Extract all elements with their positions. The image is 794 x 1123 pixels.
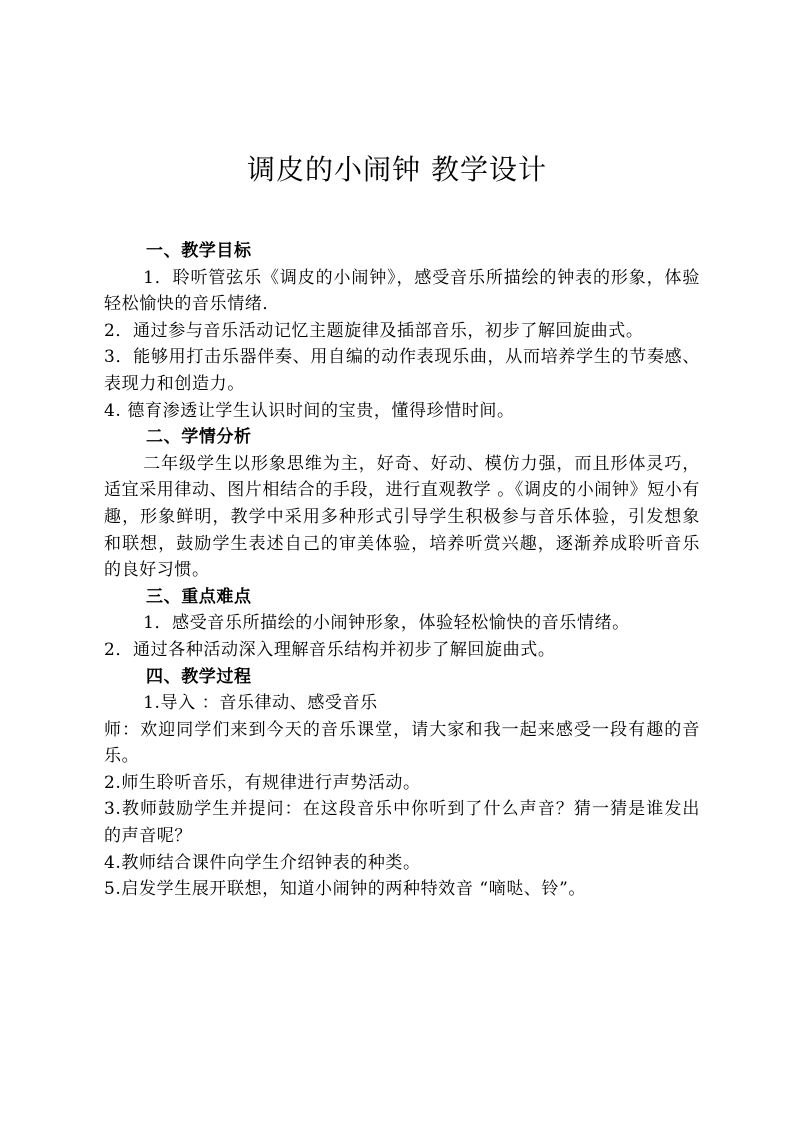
objective-1: 1．聆听管弦乐《调皮的小闹钟》，感受音乐所描绘的钟表的形象，体验轻松愉快的音乐情绪． — [104, 267, 700, 315]
document-body — [104, 238, 700, 903]
key-point-1: 1．感受音乐所描绘的小闹钟形象，体验轻松愉快的音乐情绪。 — [143, 613, 630, 634]
process-step-1: 1.导入 ：音乐律动、感受音乐 — [143, 693, 378, 714]
process-teacher-line: 师：欢迎同学们来到今天的音乐课堂，请大家和我一起来感受一段有趣的音乐。 — [104, 719, 700, 767]
objective-4: 4. 德育渗透让学生认识时间的宝贵，懂得珍惜时间。 — [104, 400, 515, 421]
key-point-2: 2．通过各种活动深入理解音乐结构并初步了解回旋曲式。 — [104, 639, 556, 660]
section-heading-objectives: 一、教学目标 — [146, 241, 252, 261]
section-heading-key-points: 三、重点难点 — [146, 586, 252, 607]
document-title: 调皮的小闹钟 教学设计 — [247, 153, 547, 186]
process-step-3: 3.教师鼓励学生并提问：在这段音乐中你听到了什么声音？猜一猜是谁发出的声音呢？ — [104, 799, 700, 847]
process-step-2: 2.师生聆听音乐，有规律进行声势活动。 — [104, 772, 421, 793]
objective-2: 2．通过参与音乐活动记忆主题旋律及插部音乐，初步了解回旋曲式。 — [104, 320, 644, 341]
section-heading-analysis: 二、学情分析 — [146, 427, 252, 448]
process-step-5: 5.启发学生展开联想，知道小闹钟的两种特效音 “嘀哒、铃”。 — [104, 879, 587, 900]
process-step-4: 4.教师结合课件向学生介绍钟表的种类。 — [104, 852, 421, 873]
analysis-paragraph: 二年级学生以形象思维为主，好奇、好动、模仿力强，而且形体灵巧，适宜采用律动、图片相结合的手段，进行直观教学 。《调皮的小闹钟》短小有趣，形象鲜明，教学中采用多种形式引导学生积极参与音乐体验，引发想象和联想，鼓励学生表述自己的审美体验，培养听赏兴趣，逐渐养成聆听音乐的良好习惯。 — [104, 453, 700, 581]
section-heading-process: 四、教学过程 — [146, 666, 252, 687]
objective-3: 3．能够用打击乐器伴奏、用自编的动作表现乐曲，从而培养学生的节奏感、表现力和创造力。 — [104, 347, 700, 394]
